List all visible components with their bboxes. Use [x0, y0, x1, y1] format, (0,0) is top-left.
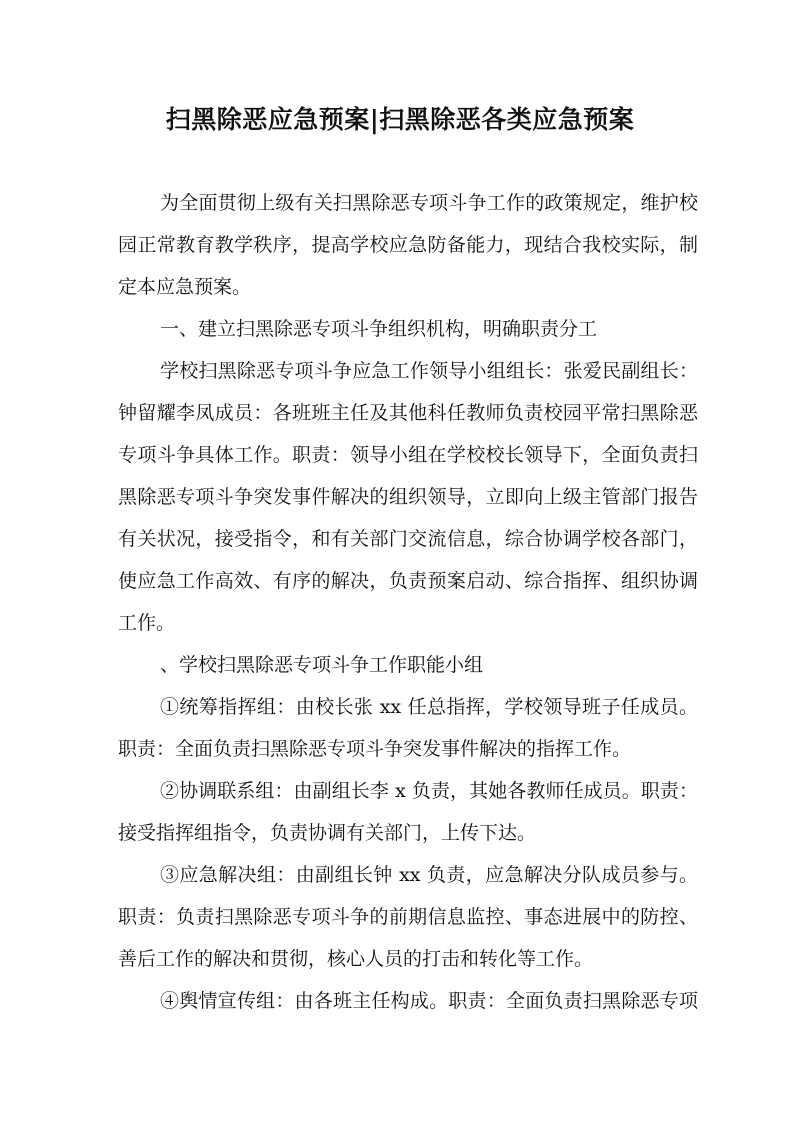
body-line: 黑除恶专项斗争突发事件解决的组织领导，立即向上级主管部门报告 — [118, 486, 698, 508]
body-line: 钟留耀李凤成员：各班班主任及其他科任教师负责校园平常扫黑除恶 — [118, 402, 698, 424]
body-line: 有关状况，接受指令，和有关部门交流信息，综合协调学校各部门， — [118, 528, 698, 550]
body-line: 职责：全面负责扫黑除恶专项斗争突发事件解决的指挥工作。 — [118, 738, 632, 760]
body-line: 接受指挥组指令，负责协调有关部门，上传下达。 — [118, 822, 537, 844]
document-title: 扫黑除恶应急预案|扫黑除恶各类应急预案 — [165, 105, 635, 134]
body-line: ①统筹指挥组：由校长张 xx 任总指挥，学校领导班子任成员。 — [160, 696, 698, 718]
body-line: 为全面贯彻上级有关扫黑除恶专项斗争工作的政策规定，维护校 — [160, 192, 698, 214]
body-line: ②协调联系组：由副组长李 x 负责，其她各教师任成员。职责： — [160, 780, 698, 802]
body-line: 职责：负责扫黑除恶专项斗争的前期信息监控、事态进展中的防控、 — [118, 906, 698, 928]
body-line: 学校扫黑除恶专项斗争应急工作领导小组组长：张爱民副组长： — [160, 360, 698, 382]
body-line: ④舆情宣传组：由各班主任构成。职责：全面负责扫黑除恶专项 — [160, 990, 698, 1012]
body-line: 专项斗争具体工作。职责：领导小组在学校校长领导下，全面负责扫 — [118, 444, 698, 466]
body-line: ③应急解决组：由副组长钟 xx 负责，应急解决分队成员参与。 — [160, 864, 698, 886]
body-line: 工作。 — [118, 612, 176, 634]
body-line: 善后工作的解决和贯彻，核心人员的打击和转化等工作。 — [118, 948, 594, 970]
body-line: 定本应急预案。 — [118, 276, 252, 298]
section-heading: 一、建立扫黑除恶专项斗争组织机构，明确职责分工 — [160, 318, 598, 340]
section-heading: 、学校扫黑除恶专项斗争工作职能小组 — [160, 654, 484, 676]
body-line: 使应急工作高效、有序的解决，负责预案启动、综合指挥、组织协调 — [118, 570, 698, 592]
body-line: 园正常教育教学秩序，提高学校应急防备能力，现结合我校实际，制 — [118, 234, 698, 256]
